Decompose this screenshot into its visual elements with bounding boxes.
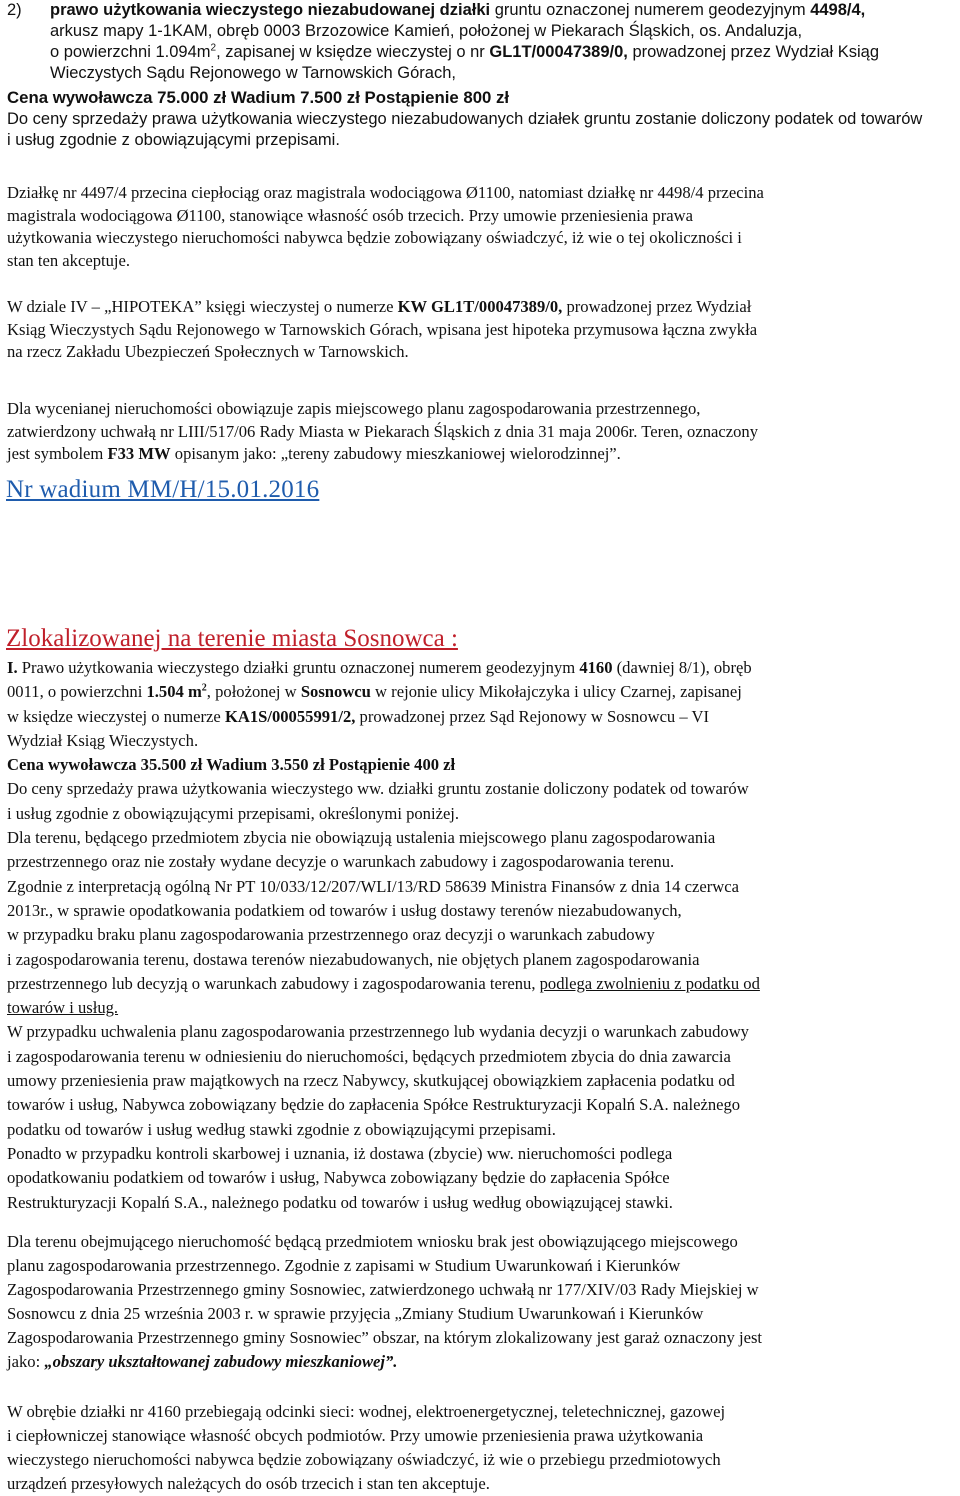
paragraph-line: umowy przeniesienia praw majątkowych na rzecz Nabywcy, skutkującej obowiązkiem zapłacenia podatku od — [7, 1071, 735, 1091]
paragraph-line: Ksiąg Wieczystych Sądu Rejonowego w Tarnowskich Górach, wpisana jest hipoteka przymusowa łączna zwykła — [7, 319, 758, 339]
paragraph-line: podatku od towarów i usług według stawki zgodnie z obowiązującymi przepisami. — [7, 1119, 556, 1139]
paragraph-line: urządzeń przesyłowych należących do osób trzecich i stan ten akceptuje. — [7, 1474, 490, 1493]
paragraph-line: Przy umowie przeniesienia prawa — [464, 205, 693, 225]
zone-symbol: F33 MW — [107, 444, 171, 463]
paragraph-line: Restrukturyzacji Kopalń S.A., należnego podatku od towarów i usług według obowiązującej stawki. — [7, 1192, 673, 1212]
parcel-number: 4498/4, — [810, 1, 866, 19]
paragraph-line: magistrala wodociągowa Ø1100, stanowiące własność osób trzecich. — [7, 205, 465, 225]
paragraph-line: planu zagospodarowania przestrzennego. Zgodnie z zapisami w Studium Uwarunkowań i Kierunków — [7, 1256, 681, 1275]
paragraph-line: Ponadto w przypadku kontroli skarbowej i uznania, iż dostawa (zbycie) ww. nieruchomości podlega — [7, 1143, 673, 1163]
item-I-block — [7, 656, 954, 1215]
area-value: 1.504 m — [146, 682, 202, 702]
mortgage-paragraph — [7, 296, 954, 364]
tax-exemption-note: podlega zwolnieniu z podatku od — [539, 973, 760, 993]
tax-exemption-note: towarów i usług. — [7, 998, 119, 1018]
paragraph-line: prowadzonej przez Wydział — [562, 297, 752, 316]
item-2-block — [7, 0, 954, 84]
paragraph-line: , położonej w — [206, 682, 301, 702]
item-text: gruntu oznaczonej numerem geodezyjnym — [490, 1, 811, 19]
price-line: Cena wywoławcza 75.000 zł Wadium 7.500 zł Postąpienie 800 zł — [7, 88, 510, 107]
paragraph-line: Dla terenu, będącego przedmiotem zbycia nie obowiązują ustalenia miejscowego planu zagospodarowania — [7, 828, 716, 848]
superscript: 2 — [210, 42, 217, 54]
paragraph-line: W obrębie działki nr 4160 przebiegają odcinki sieci: wodnej, elektroenergetycznej, teletechnicznej, gazowej — [7, 1402, 726, 1421]
section-heading-sosnowiec: Zlokalizowanej na terenie miasta Sosnowca : — [6, 625, 458, 652]
city-name: Sosnowcu — [300, 682, 371, 702]
paragraph-line: w rejonie ulicy Mikołajczyka i ulicy Czarnej, zapisanej — [370, 682, 742, 702]
zoning-plan-paragraph — [7, 398, 954, 466]
item-text: o powierzchni 1.094m — [50, 43, 211, 61]
paragraph-line: Zgodnie z interpretacją ogólną Nr PT 10/033/12/207/WLI/13/RD 58639 Ministra Finansów z dnia 14 czerwca — [7, 876, 739, 896]
paragraph-line: użytkowania wieczystego nieruchomości nabywca będzie zobowiązany oświadczyć, iż wie o tej okoliczności i — [7, 228, 742, 247]
paragraph-line: jest symbolem — [7, 444, 108, 463]
paragraph-line: na rzecz Zakładu Ubezpieczeń Społecznych w Tarnowskich. — [7, 342, 409, 361]
paragraph-line: Sosnowcu z dnia 25 września 2003 r. w sprawie przyjęcia „Zmiany Studium Uwarunkowań i Kierunków — [7, 1304, 704, 1323]
item-text: arkusz mapy 1-1KAM, obręb 0003 Brzozowice Kamień, położonej w Piekarach Śląskich, os. Andaluzja, — [50, 22, 803, 40]
paragraph-line: W dziale IV – „HIPOTEKA” księgi wieczystej o numerze — [7, 297, 398, 316]
item-number: I. — [7, 658, 18, 677]
price-line: Cena wywoławcza 35.500 zł Wadium 3.550 zł Postąpienie 400 zł — [7, 755, 456, 775]
land-register-number: KA1S/00055991/2, — [224, 706, 356, 726]
paragraph-line: jako: — [7, 1352, 45, 1371]
paragraph-line: W przypadku uchwalenia planu zagospodarowania przestrzennego lub wydania decyzji o warunkach zabudowy — [7, 1022, 749, 1042]
paragraph-line: 0011, o powierzchni — [7, 682, 147, 702]
paragraph-line: w księdze wieczystej o numerze — [7, 706, 225, 726]
zone-description: „obszary ukształtowanej zabudowy mieszkaniowej”. — [44, 1352, 398, 1371]
paragraph-line: przestrzennego oraz nie zostały wydane decyzje o warunkach zabudowy i zagospodarowania terenu. — [7, 852, 675, 872]
land-register-number: KW GL1T/00047389/0, — [397, 297, 563, 316]
paragraph-line: zatwierdzony uchwałą nr LIII/517/06 Rady Miasta w Piekarach Śląskich z dnia 31 maja 2006r. Teren, oznaczony — [7, 421, 758, 441]
study-paragraph — [7, 1230, 954, 1374]
paragraph-line: i ciepłowniczej stanowiące własność obcych podmiotów. Przy umowie przeniesienia prawa użytkowania — [7, 1426, 704, 1445]
easement-paragraph — [7, 182, 954, 272]
superscript: 2 — [201, 682, 207, 694]
wadium-number-link[interactable]: Nr wadium MM/H/15.01.2016 — [6, 476, 320, 503]
item-number: 2) — [7, 1, 22, 19]
paragraph-line: prowadzonej przez Sąd Rejonowy w Sosnowcu – VI — [355, 706, 710, 726]
paragraph-line: Prawo użytkowania wieczystego działki gruntu oznaczonej numerem geodezyjnym — [17, 658, 580, 677]
paragraph-line: Do ceny sprzedaży prawa użytkowania wieczystego ww. działki gruntu zostanie doliczony podatek od towarów — [7, 779, 749, 799]
vat-note-text: Do ceny sprzedaży prawa użytkowania wieczystego niezabudowanych działek gruntu zostanie doliczony podatek od towarów — [7, 110, 923, 128]
paragraph-line: Zagospodarowania Przestrzennego gminy Sosnowiec, zatwierdzonego uchwałą nr 177/XIV/03 Rady Miejskiej w — [7, 1280, 759, 1299]
land-register-number: GL1T/00047389/0, — [489, 43, 628, 61]
vat-note — [7, 109, 954, 151]
item-text: Wieczystych Sądu Rejonowego w Tarnowskich Górach, — [50, 64, 456, 82]
paragraph-line: i zagospodarowania terenu, dostawa terenów niezabudowanych, nie objętych planem zagospodarowania — [7, 949, 700, 969]
item-text: prowadzonej przez Wydział Ksiąg — [627, 43, 880, 61]
paragraph-line: Działkę nr 4497/4 przecina ciepłociąg oraz magistrala wodociągowa Ø1100, natomiast działkę nr 4498/4 przecina — [7, 183, 764, 202]
vat-note-text: i usług zgodnie z obowiązującymi przepisami. — [7, 131, 340, 149]
paragraph-line: Dla terenu obejmującego nieruchomość będącą przedmiotem wniosku brak jest obowiązującego miejscowego — [7, 1232, 738, 1251]
paragraph-line: w przypadku braku planu zagospodarowania przestrzennego oraz decyzji o warunkach zabudowy — [7, 925, 655, 945]
paragraph-line: i zagospodarowania terenu w odniesieniu do nieruchomości, będących przedmiotem zbycia do dnia zawarcia — [7, 1046, 731, 1066]
utilities-paragraph — [7, 1400, 954, 1496]
paragraph-line: towarów i usług, Nabywca zobowiązany będzie do zapłacenia Spółce Restrukturyzacji Kopalń S.A. należnego — [7, 1095, 741, 1115]
item-title: prawo użytkowania wieczystego niezabudowanej działki — [50, 1, 491, 19]
paragraph-line: opisanym jako: „tereny zabudowy mieszkaniowej wielorodzinnej”. — [170, 444, 621, 463]
paragraph-line: 2013r., w sprawie opodatkowania podatkiem od towarów i usług dostawy terenów niezabudowanych, — [7, 900, 682, 920]
paragraph-line: stan ten akceptuje. — [7, 250, 131, 270]
paragraph-line: przestrzennego lub decyzją o warunkach zabudowy i zagospodarowania terenu, — [7, 973, 540, 993]
paragraph-line: wieczystego nieruchomości nabywca będzie zobowiązany oświadczyć, iż wie o przebiegu przedmiotowych — [7, 1450, 721, 1469]
paragraph-line: Dla wycenianej nieruchomości obowiązuje zapis miejscowego planu zagospodarowania przestrzennego, — [7, 399, 701, 418]
paragraph-line: i usług zgodnie z obowiązującymi przepisami, określonymi poniżej. — [7, 803, 460, 823]
item-text: , zapisanej w księdze wieczystej o nr — [216, 43, 490, 61]
paragraph-line: (dawniej 8/1), obręb — [612, 658, 752, 677]
paragraph-line: Wydział Ksiąg Wieczystych. — [7, 730, 199, 750]
paragraph-line: opodatkowaniu podatkiem od towarów i usług, Nabywca zobowiązany będzie do zapłacenia Spółce — [7, 1168, 670, 1188]
paragraph-line: Zagospodarowania Przestrzennego gminy Sosnowiec” obszar, na którym zlokalizowany jest garaż oznaczony jest — [7, 1328, 763, 1347]
parcel-number: 4160 — [579, 658, 613, 677]
